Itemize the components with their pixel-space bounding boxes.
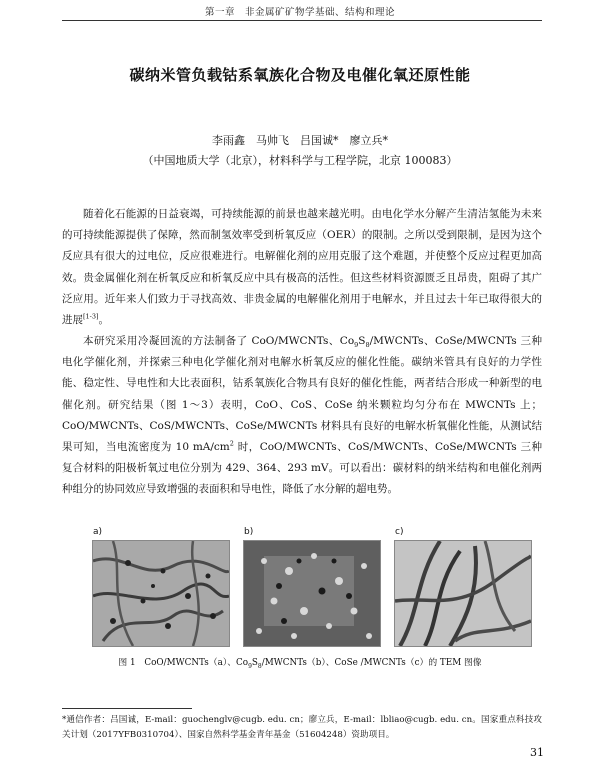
- tem-image-a: [92, 527, 230, 647]
- reference-marker: [1-3]: [83, 312, 99, 321]
- caption-part-b: S: [251, 658, 258, 668]
- header-rule: [62, 20, 542, 21]
- tem-micrograph-b: [244, 541, 380, 646]
- superscript-cm2: 2: [229, 439, 234, 448]
- subscript-s8: 8: [365, 341, 370, 350]
- panel-label-b: b): [244, 527, 254, 537]
- panel-label-a: a): [93, 527, 103, 537]
- figure-caption: [0, 655, 600, 670]
- author-list: 李雨鑫 马帅飞 吕国诚* 廖立兵*: [212, 134, 388, 147]
- tem-micrograph-a: [93, 541, 229, 646]
- paragraph-2-part-d: 时，CoO/MWCNTs、CoS/MWCNTs、CoSe/MWCNTs 三种复合材料的阳极析氧过电位分别为 429、364、293 mV。可以看出：碳材料的纳米结构和电催化剂两种组分的协同效应导致增强的表面积和导电性，降低了水分解的超电势。: [62, 441, 542, 496]
- paragraph-2-part-a: 本研究采用冷凝回流的方法制备了 CoO/MWCNTs、Co: [83, 335, 355, 347]
- paragraph-2-part-c: /MWCNTs、CoSe/MWCNTs 三种电化学催化剂，并探索三种电化学催化剂对电解水析氧反应的催化性能。碳纳米管具有良好的力学性能、稳定性、导电性和大比表面积，钴系氧族化合物具有良好的催化性能，两者结合形成一种新型的电催化剂。研究结果（图 1～3）表明，CoO、CoS、CoSe 纳米颗粒均匀分布在 MWCNTs 上；CoO/MWCNTs、CoS/MWCNTs、CoSe/MWCNTs 材料具有良好的电解水析氧催化性能，从测试结果可知，当电流密度为 10 mA/cm: [62, 335, 542, 454]
- tem-image-c: [394, 527, 532, 647]
- running-head: 第一章 非金属矿矿物学基础、结构和理论: [204, 7, 395, 18]
- paragraph-2-part-b: S: [358, 335, 366, 347]
- paragraph-1-text: 随着化石能源的日益衰竭，可持续能源的前景也越来越光明。由电化学水分解产生清洁氢能为未来的可持续能源提供了保障，然而制氢效率受到析氧反应（OER）的限制。之所以受到限制，是因为这个反应具有很大的过电位，反应很难进行。电解催化剂的应用克服了这个难题，并使整个反应过程更加高效。贵金属催化剂在析氧反应和析氧反应中具有极高的活性。但这些材料资源匮乏且昂贵，阻碍了其广泛应用。近年来人们致力于寻找高效、非贵金属的电解催化剂用于电解水，并且过去十年已取得很大的进展: [62, 208, 542, 327]
- caption-subscript-8: 8: [257, 662, 262, 670]
- paragraph-1-end: 。: [98, 314, 110, 327]
- panel-label-c: c): [395, 527, 404, 537]
- figure-1: [92, 527, 530, 650]
- footnote: *通信作者：吕国诚，E-mail：guochenglv@cugb. edu. cn；廖立兵，E-mail：lbliao@cugb. edu. cn。国家重点科技攻关计划（2017YFB0310704）、国家自然科学基金青年基金（51604248）资助项目。: [62, 715, 542, 740]
- tem-micrograph-c: [395, 541, 531, 646]
- paragraph-2: [62, 331, 542, 501]
- caption-part-a: 图 1 CoO/MWCNTs（a）、Co: [118, 658, 249, 668]
- tem-image-b: [243, 527, 381, 647]
- footnote-rule: [62, 708, 192, 709]
- paragraph-1: [62, 204, 542, 331]
- article-title: 碳纳米管负载钴系氧族化合物及电催化氧还原性能: [129, 66, 471, 84]
- page-number: 31: [530, 746, 544, 759]
- subscript-co9: 9: [354, 341, 359, 350]
- caption-part-c: /MWCNTs（b）、CoSe /MWCNTs（c）的 TEM 图像: [261, 658, 482, 668]
- caption-subscript-9: 9: [248, 662, 252, 670]
- affiliation: （中国地质大学（北京），材料科学与工程学院，北京 100083）: [142, 154, 458, 167]
